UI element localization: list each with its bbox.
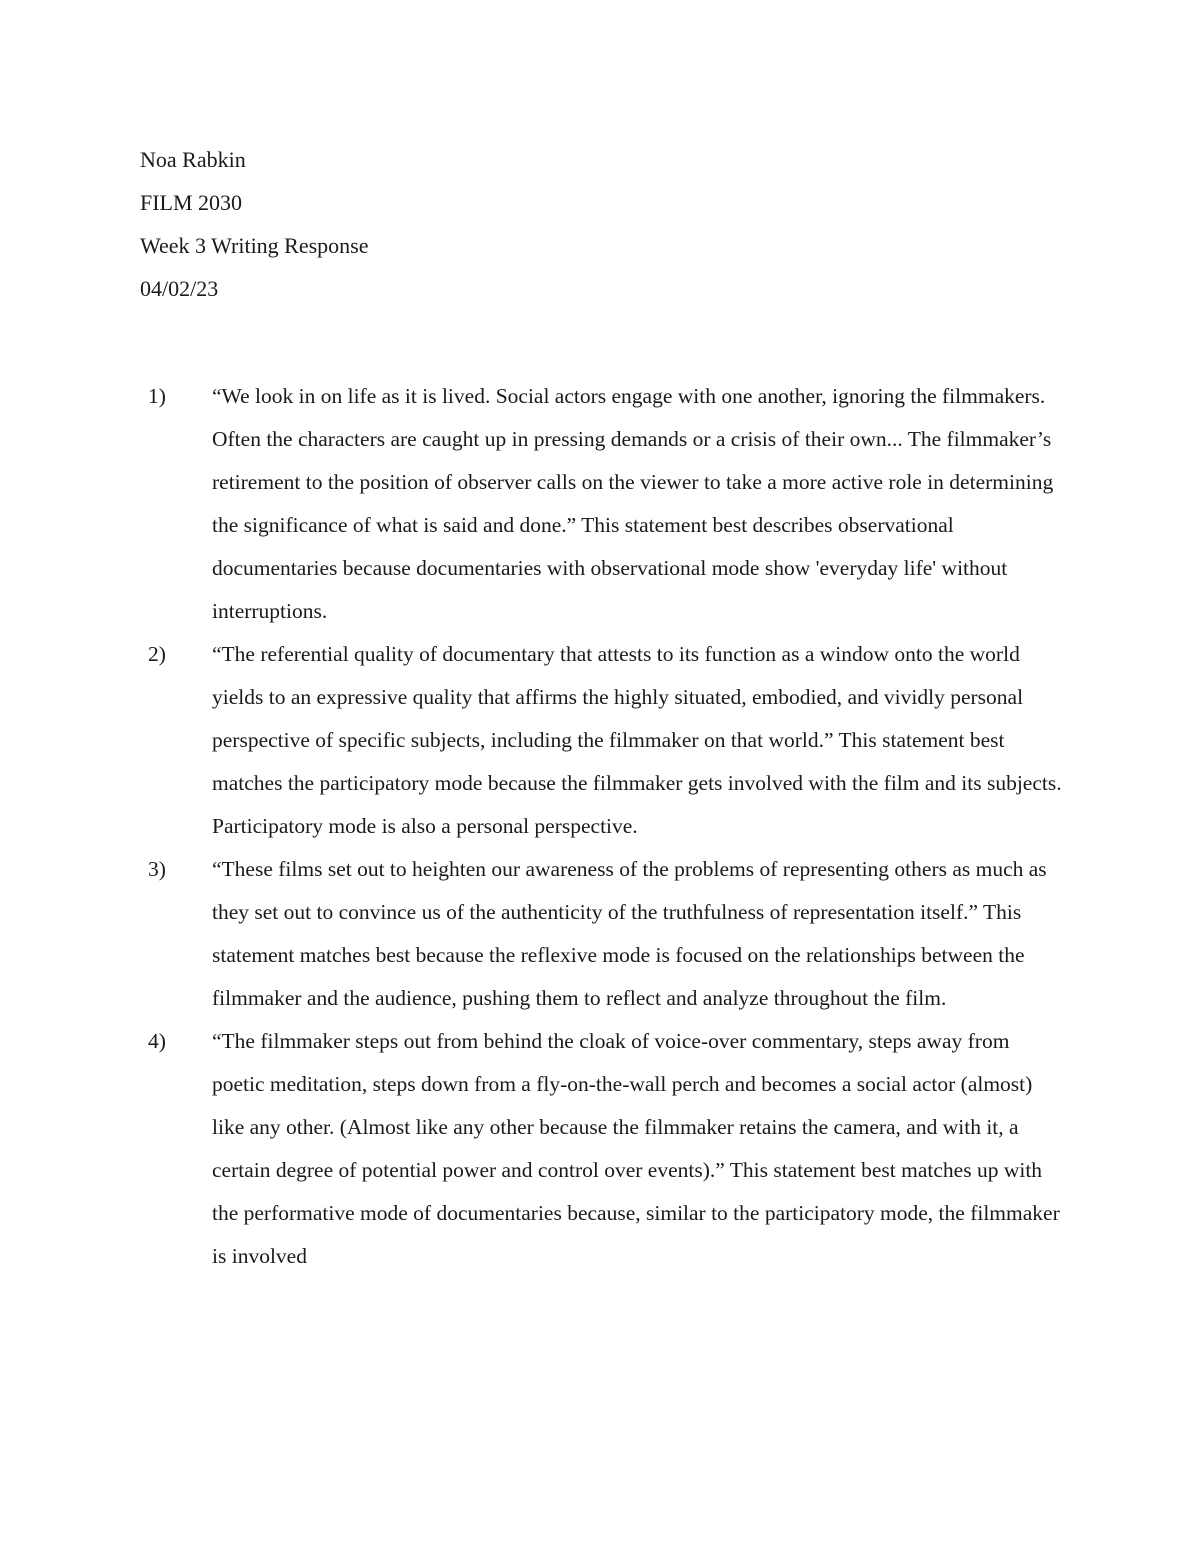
course-code: FILM 2030 (140, 190, 243, 215)
assignment-title: Week 3 Writing Response (140, 233, 369, 258)
submission-date: 04/02/23 (140, 276, 219, 301)
student-name: Noa Rabkin (140, 147, 246, 172)
answer-text: “The referential quality of documentary that attests to its function as a window onto the world yields to an expressive quality that affirms the highly situated, embodied, and vividly personal perspective of specific subjects, including the filmmaker on that world.” This statement best matches the participatory mode because the filmmaker gets involved with the film and its subjects. Participatory mode is also a personal perspective. (212, 642, 1062, 838)
answer-text: “These films set out to heighten our awareness of the problems of representing others as much as they set out to convince us of the authenticity of the truthfulness of representation itself.” This statement matches best because the reflexive mode is focused on the relationships between the filmmaker and the audience, pushing them to reflect and analyze throughout the film. (212, 857, 1047, 1010)
answer-text: “We look in on life as it is lived. Social actors engage with one another, ignoring the filmmakers. Often the characters are caught up in pressing demands or a crisis of their own... The filmmaker’s retirement to the position of observer calls on the viewer to take a more active role in determining the significance of what is said and done.” This statement best describes observational documentaries because documentaries with observational mode show 'everyday life' without interruptions. (212, 384, 1054, 623)
answer-list (140, 375, 1065, 1278)
answer-text: “The filmmaker steps out from behind the cloak of voice-over commentary, steps away from poetic meditation, steps down from a fly-on-the-wall perch and becomes a social actor (almost) like any other. (Almost like any other because the filmmaker retains the camera, and with it, a certain degree of potential power and control over events).” This statement best matches up with the performative mode of documentaries because, similar to the participatory mode, the filmmaker is involved (212, 1029, 1060, 1268)
list-item (140, 1020, 1065, 1278)
answer-number: 2) (148, 642, 166, 666)
list-item (140, 375, 1065, 633)
answer-number: 3) (148, 857, 166, 881)
answer-number: 4) (148, 1029, 166, 1053)
list-item (140, 633, 1065, 848)
answer-number: 1) (148, 384, 166, 408)
list-item (140, 848, 1065, 1020)
document-header (140, 138, 840, 310)
